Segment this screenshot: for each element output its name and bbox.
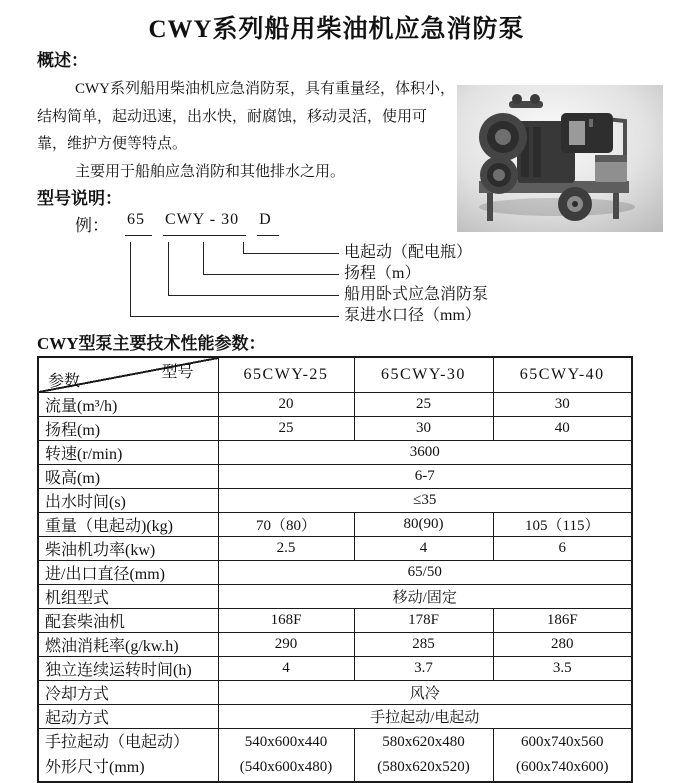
table-cell: 2.5 (218, 537, 354, 561)
table-row (38, 585, 632, 609)
table-row (38, 561, 632, 585)
table-row (38, 705, 632, 729)
row-header-cell: 扬程(m) (38, 417, 218, 441)
column-header: 65CWY-30 (354, 357, 493, 393)
model-section-heading: 型号说明： (37, 189, 122, 208)
row-header-cell: 重量（电起动)(kg) (38, 513, 218, 537)
cell-line: 600x740x560 (521, 734, 604, 750)
row-header-cell: 出水时间(s) (38, 489, 218, 513)
table-row (38, 681, 632, 705)
table-cell (354, 729, 493, 783)
row-header-cell: 冷却方式 (38, 681, 218, 705)
table-row (38, 489, 632, 513)
table-cell (493, 729, 632, 783)
row-header-cell: 机组型式 (38, 585, 218, 609)
paragraph-line: CWY系列船用柴油机应急消防泵，具有重量经，体积小， (75, 81, 455, 97)
table-cell: 80(90) (354, 513, 493, 537)
table-row (38, 417, 632, 441)
page-title: CWY系列船用柴油机应急消防泵 (148, 16, 525, 43)
connector-line (130, 242, 339, 317)
table-cell: 70（80） (218, 513, 354, 537)
callout-pump-type: 船用卧式应急消防泵 (344, 286, 489, 303)
spec-table (37, 356, 633, 783)
table-cell: 移动/固定 (218, 585, 632, 609)
table-cell: 285 (354, 633, 493, 657)
table-cell: 105（115） (493, 513, 632, 537)
callout-inlet-diameter: 泵进水口径（mm） (344, 307, 481, 324)
row-header-line: 外形尺寸(mm) (45, 759, 145, 776)
table-cell: 25 (218, 417, 354, 441)
table-cell: 168F (218, 609, 354, 633)
overview-heading: 概述： (37, 51, 88, 70)
table-row (38, 441, 632, 465)
row-header-cell: 独立连续运转时间(h) (38, 657, 218, 681)
table-cell: 6-7 (218, 465, 632, 489)
table-cell: 40 (493, 417, 632, 441)
table-row (38, 393, 632, 417)
table-cell: ≤35 (218, 489, 632, 513)
table-cell: 6 (493, 537, 632, 561)
diagonal-header-cell (38, 357, 218, 393)
row-header-cell: 流量(m³/h) (38, 393, 218, 417)
row-header-line: 手拉起动（电起动） (45, 734, 190, 751)
table-cell: 3.7 (354, 657, 493, 681)
column-header: 65CWY-40 (493, 357, 632, 393)
table-row (38, 657, 632, 681)
model-part-start: D (257, 211, 279, 236)
callout-electric-start: 电起动（配电瓶） (344, 244, 473, 261)
table-cell: 65/50 (218, 561, 632, 585)
table-cell: 4 (218, 657, 354, 681)
cell-line: (600x740x600) (516, 759, 609, 775)
model-axis-label: 型号 (161, 364, 194, 381)
cell-line: (580x620x520) (377, 759, 470, 775)
table-cell: 186F (493, 609, 632, 633)
product-photo (457, 85, 663, 232)
cell-line: 540x600x440 (244, 734, 328, 750)
table-cell: 25 (354, 393, 493, 417)
table-cell: 3.5 (493, 657, 632, 681)
table-cell: 风冷 (218, 681, 632, 705)
table-cell: 30 (354, 417, 493, 441)
table-cell (218, 729, 354, 783)
row-header-cell: 起动方式 (38, 705, 218, 729)
cell-line: (540x600x480) (239, 759, 333, 775)
paragraph-line: 靠，维护方便等特点。 (37, 136, 188, 152)
table-section-heading: CWY型泵主要技术性能参数： (37, 334, 266, 353)
table-row (38, 729, 632, 783)
table-header-row (38, 357, 632, 393)
row-header-cell: 吸高(m) (38, 465, 218, 489)
overview-paragraph (37, 76, 462, 186)
cell-line: 580x620x480 (382, 734, 465, 750)
model-example-label: 例： (75, 216, 109, 235)
table-row (38, 465, 632, 489)
table-row (38, 537, 632, 561)
row-header-cell: 配套柴油机 (38, 609, 218, 633)
table-cell: 290 (218, 633, 354, 657)
paragraph-line: 结构简单，起动迅速，出水快，耐腐蚀，移动灵活，使用可 (37, 108, 428, 125)
paragraph-line: 主要用于船舶应急消防和其他排水之用。 (75, 163, 346, 180)
table-row (38, 513, 632, 537)
column-header: 65CWY-25 (218, 357, 354, 393)
callout-head: 扬程（m） (344, 265, 421, 282)
table-row (38, 609, 632, 633)
table-cell: 3600 (218, 441, 632, 465)
model-part-series: CWY - 30 (163, 211, 246, 236)
row-header-cell: 燃油消耗率(g/kw.h) (38, 633, 218, 657)
table-cell: 手拉起动/电起动 (218, 705, 632, 729)
model-example-line (75, 211, 290, 236)
table-cell: 178F (354, 609, 493, 633)
table-cell: 4 (354, 537, 493, 561)
row-header-cell: 柴油机功率(kw) (38, 537, 218, 561)
row-header-cell (38, 729, 218, 783)
table-cell: 30 (493, 393, 632, 417)
table-cell: 20 (218, 393, 354, 417)
table-row (38, 633, 632, 657)
row-header-cell: 转速(r/min) (38, 441, 218, 465)
param-axis-label: 参数 (48, 373, 81, 390)
table-cell: 280 (493, 633, 632, 657)
model-part-inlet: 65 (125, 211, 152, 236)
row-header-cell: 进/出口直径(mm) (38, 561, 218, 585)
